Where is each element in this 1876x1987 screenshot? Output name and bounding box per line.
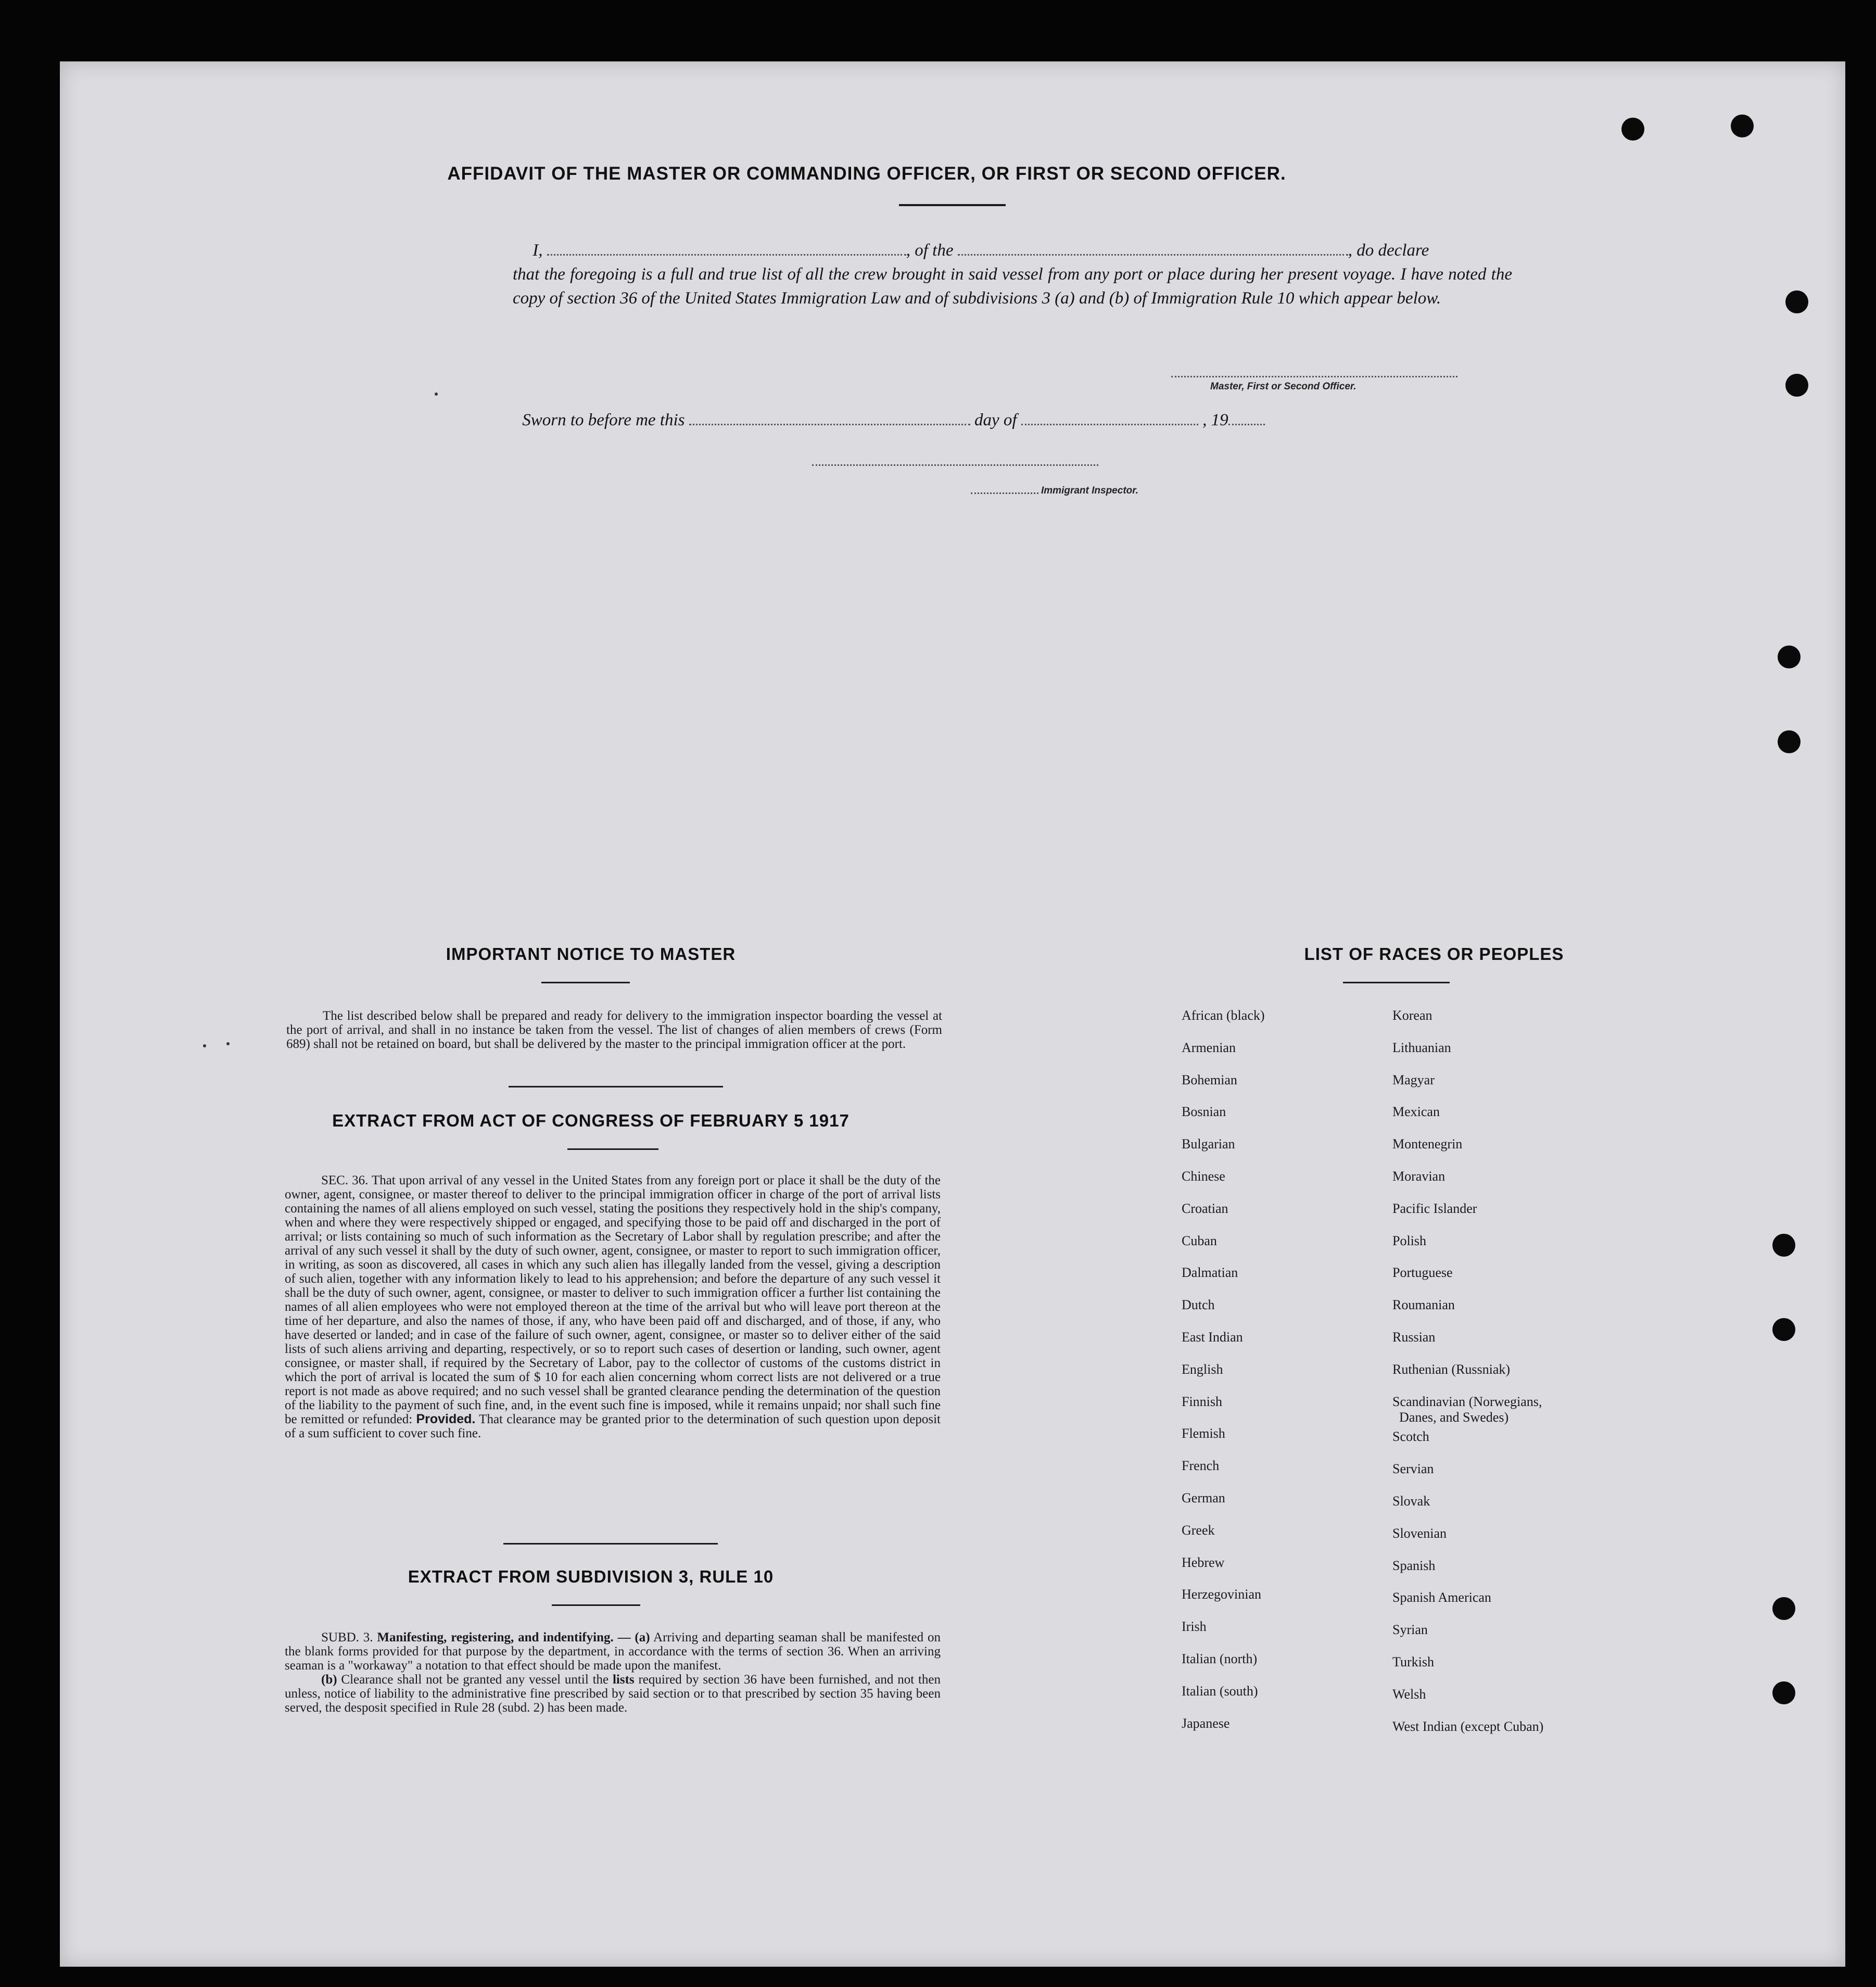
- document-page: [60, 61, 1845, 1967]
- race-item: East Indian: [1182, 1330, 1243, 1345]
- race-item: Herzegovinian: [1182, 1587, 1262, 1602]
- race-item: Italian (north): [1182, 1651, 1258, 1666]
- inspector-caption: Immigrant Inspector.: [1041, 485, 1138, 496]
- race-item: Korean: [1392, 1008, 1433, 1023]
- race-item: Japanese: [1182, 1715, 1230, 1731]
- subd-label: SUBD. 3.: [321, 1630, 373, 1644]
- race-item: Syrian: [1392, 1622, 1428, 1638]
- part-a-text: Arriving and departing seaman shall be manifested on the blank forms provided for that purpose by the department, in accordance with the terms of section 36. When an arriving seaman is a "workaway" a notation to that effect should be made upon the manifest.: [285, 1630, 941, 1673]
- mark: [226, 1042, 230, 1045]
- mark: [203, 1044, 206, 1047]
- part-b-lists: lists: [612, 1673, 635, 1687]
- act-body: [285, 1173, 941, 1440]
- master-signature-caption: Master, First or Second Officer.: [1210, 381, 1357, 392]
- binder-hole: [1778, 646, 1801, 668]
- race-item: Scandinavian (Norwegians,: [1392, 1394, 1542, 1409]
- part-b-text-2: required by section 36 have been furnished, and not then unless, notice of liability to the administrative fine prescribed by said section or to that prescribed by section 35 having been served, the desposit specified in Rule 28 (subd. 2) has been made.: [285, 1673, 941, 1715]
- race-item: Lithuanian: [1392, 1040, 1451, 1055]
- part-b-text-1: Clearance shall not be granted any vessel until the: [341, 1673, 609, 1687]
- vessel-blank[interactable]: [958, 244, 1348, 256]
- race-item: Moravian: [1392, 1169, 1446, 1184]
- races-heading: LIST OF RACES OR PEOPLES: [1304, 944, 1564, 964]
- act-provided: Provided.: [416, 1412, 476, 1426]
- binder-hole: [1731, 115, 1754, 137]
- race-item: French: [1182, 1458, 1220, 1474]
- race-item: Mexican: [1392, 1104, 1440, 1120]
- sworn-label: Sworn to before me this: [522, 411, 685, 429]
- race-item: Polish: [1392, 1233, 1427, 1248]
- race-item: Ruthenian (Russniak): [1392, 1361, 1511, 1377]
- do-declare-label: , do declare: [1348, 241, 1429, 260]
- binder-hole: [1772, 1597, 1795, 1620]
- binder-hole: [1621, 118, 1644, 141]
- race-item: Magyar: [1392, 1072, 1435, 1087]
- affidavit-declaration-line: [513, 238, 1512, 262]
- master-signature-line[interactable]: [1171, 376, 1457, 377]
- rule-heading: EXTRACT FROM SUBDIVISION 3, RULE 10: [408, 1567, 774, 1586]
- race-item: Spanish American: [1392, 1590, 1491, 1605]
- race-item: West Indian (except Cuban): [1392, 1718, 1544, 1734]
- race-item: Slovak: [1392, 1494, 1430, 1509]
- race-item: Servian: [1392, 1461, 1434, 1477]
- mark: [435, 393, 438, 396]
- race-item: Greek: [1182, 1522, 1215, 1538]
- race-item: Danes, and Swedes): [1399, 1409, 1509, 1425]
- part-b-label: (b): [321, 1673, 337, 1687]
- race-item: Roumanian: [1392, 1297, 1455, 1313]
- part-a-label: — (a): [617, 1630, 650, 1644]
- race-item: Cuban: [1182, 1233, 1217, 1248]
- act-text-end: That clearance may be granted prior to the determination of such question upon deposit of a sum sufficient to cover such fine.: [285, 1412, 941, 1440]
- sworn-line: [508, 408, 1507, 432]
- affidavit-heading: AFFIDAVIT OF THE MASTER OR COMMANDING OFFICER, OR FIRST OR SECOND OFFICER.: [447, 163, 1286, 184]
- binder-hole: [1772, 1681, 1795, 1704]
- binder-hole: [1772, 1234, 1795, 1257]
- sworn-month-blank[interactable]: [1021, 413, 1198, 425]
- race-item: Irish: [1182, 1619, 1207, 1635]
- name-blank[interactable]: [547, 244, 906, 256]
- race-item: Chinese: [1182, 1169, 1225, 1184]
- race-item: Flemish: [1182, 1426, 1225, 1441]
- binder-hole: [1785, 374, 1808, 397]
- of-the-label: , of the: [906, 241, 954, 260]
- races-rule: [1343, 982, 1450, 983]
- race-item: Turkish: [1392, 1654, 1434, 1669]
- affidavit-i-label: I,: [533, 241, 543, 260]
- race-item: Bosnian: [1182, 1104, 1226, 1120]
- notice-divider: [509, 1086, 723, 1087]
- notice-text: The list described below shall be prepared and ready for delivery to the immigration inspector boarding the vessel at the port of arrival, and shall in no instance be taken from the vessel. The list of changes of alien members of crews (Form 689) shall not be retained on board, but shall be delivered by the master to the principal immigration officer at the port.: [286, 1009, 942, 1051]
- race-item: Croatian: [1182, 1200, 1228, 1216]
- day-of-label: day of: [974, 411, 1017, 429]
- sworn-day-blank[interactable]: [689, 413, 970, 425]
- rule-rule: [552, 1604, 640, 1606]
- notice-body: [286, 1009, 942, 1051]
- race-item: African (black): [1182, 1008, 1265, 1023]
- race-item: Finnish: [1182, 1394, 1223, 1409]
- sworn-year-blank[interactable]: [1228, 413, 1265, 425]
- act-divider: [503, 1543, 718, 1545]
- affidavit-body: that the foregoing is a full and true list of all the crew brought in said vessel from any port or place during her present voyage. I have noted the copy of section 36 of the United States Immigration Law and of subdivisions 3 (a) and (b) of Immigration Rule 10 which appear below.: [513, 265, 1512, 308]
- race-item: English: [1182, 1361, 1223, 1377]
- act-rule: [567, 1148, 658, 1150]
- race-item: Portuguese: [1392, 1265, 1453, 1281]
- inspector-signature-dots: [971, 492, 1038, 494]
- race-item: Bohemian: [1182, 1072, 1237, 1087]
- race-item: Slovenian: [1392, 1525, 1447, 1541]
- year-prefix-label: , 19: [1202, 411, 1228, 429]
- race-item: Montenegrin: [1392, 1136, 1463, 1152]
- race-item: Dalmatian: [1182, 1265, 1238, 1281]
- race-item: Armenian: [1182, 1040, 1236, 1055]
- notice-rule: [541, 982, 630, 983]
- binder-hole: [1772, 1318, 1795, 1341]
- race-item: Italian (south): [1182, 1683, 1258, 1699]
- subd-title: Manifesting, registering, and indentifying.: [377, 1630, 614, 1644]
- rule-body: [285, 1630, 941, 1715]
- race-item: Welsh: [1392, 1686, 1426, 1702]
- race-item: Pacific Islander: [1392, 1200, 1477, 1216]
- notice-heading: IMPORTANT NOTICE TO MASTER: [446, 944, 736, 964]
- race-item: German: [1182, 1490, 1225, 1505]
- race-item: Bulgarian: [1182, 1136, 1235, 1152]
- race-item: Scotch: [1392, 1429, 1429, 1445]
- race-item: Hebrew: [1182, 1554, 1225, 1570]
- act-text: SEC. 36. That upon arrival of any vessel in the United States from any foreign port or place it shall be the duty of the owner, agent, consignee, or master thereof to deliver to the principal immigration officer in charge of the port of arrival lists containing the names of all aliens employed on such vessel, stating the positions they respectively hold in the ship's company, when and where they were respectively shipped or engaged, and specifying those to be paid off and discharged in the port of arrival; or lists containing so much of such information as the Secretary of Labor shall by regulation prescribe; and after the arrival of any such vessel it shall by the duty of such owner, agent, consignee, or master to report to such immigration officer, in writing, as soon as discovered, all cases in which any such alien has illegally landed from the vessel, giving a description of such alien, together with any information likely to lead to his apprehension; and before the departure of any such vessel it shall be the duty of such owner, agent, consignee, or master to deliver to such immigration officer a further list containing the names of all alien employees who were not employed thereon at the time of the arrival but who will leave port thereon at the time of her departure, and also the names of those, if any, who have been paid off and discharged, and of those, if any, who have deserted or landed; and in case of the failure of such owner, agent, consignee, or master so to deliver either of the said lists of such aliens arriving and departing, respectively, or so to report such cases of desertion or landing, such owner, agent consignee, or master shall, if required by the Secretary of Labor, pay to the collector of customs of the customs district in which the port of arrival is located the sum of $ 10 for each alien concerning whom correct lists are not delivered or a true report is not made as above required; and no such vessel shall be granted clearance pending the determination of the question of the liability to the payment of such fine, and, in the event such fine is imposed, while it remains unpaid; nor shall such fine be remitted or refunded:: [285, 1173, 941, 1426]
- race-item: Dutch: [1182, 1297, 1215, 1313]
- binder-hole: [1785, 290, 1808, 313]
- race-item: Russian: [1392, 1330, 1436, 1345]
- binder-hole: [1778, 730, 1801, 753]
- act-heading: EXTRACT FROM ACT OF CONGRESS OF FEBRUARY 5 1917: [332, 1111, 850, 1130]
- heading-rule: [899, 204, 1006, 206]
- inspector-signature-line[interactable]: [812, 464, 1098, 466]
- race-item: Spanish: [1392, 1558, 1436, 1573]
